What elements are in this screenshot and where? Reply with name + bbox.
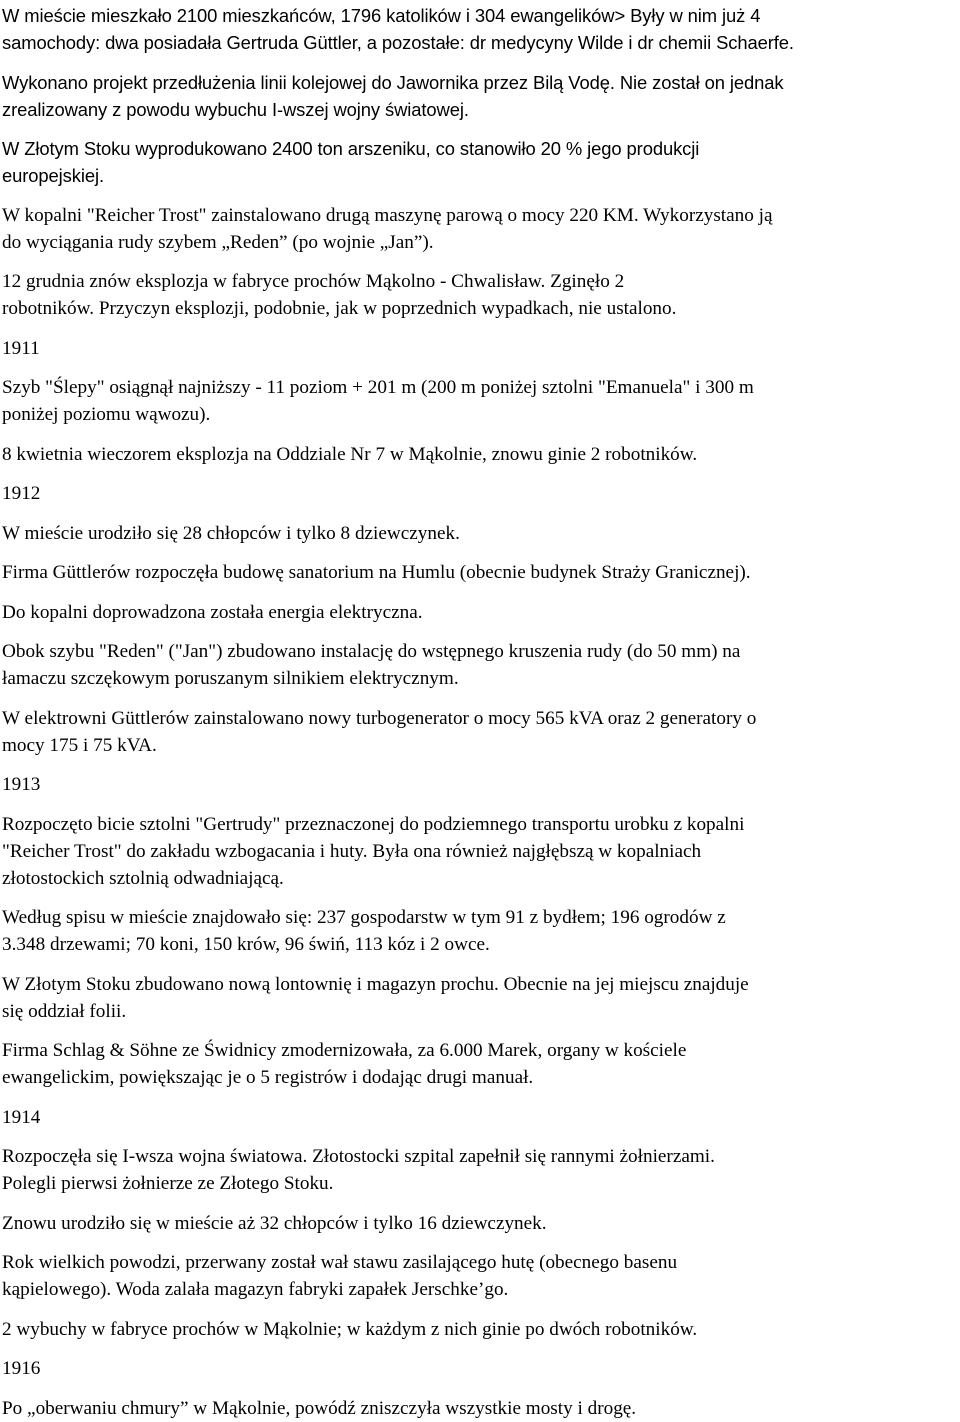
- paragraph: Firma Güttlerów rozpoczęła budowę sanatorium na Humlu (obecnie budynek Straży Granicznej).: [2, 562, 751, 583]
- paragraph: W kopalni "Reicher Trost" zainstalowano drugą maszynę parową o mocy 220 KM. Wykorzystano ją do wyciągania rudy szybem „Reden” (po wojnie „Jan”).: [2, 204, 773, 253]
- paragraph: Rozpoczęła się I-wsza wojna światowa. Złotostocki szpital zapełnił się rannymi żołnierzami. Polegli pierwsi żołnierze ze Złotego Stoku.: [2, 1146, 715, 1194]
- paragraph: Rozpoczęto bicie sztolni "Gertrudy" przeznaczonej do podziemnego transportu urobku z kopalni "Reicher Trost" do zakładu wzbogacania i huty. Była ona również najgłębszą w kopalniach złotostockich sztolnią odwadniającą.: [2, 813, 745, 889]
- paragraph: Wykonano projekt przedłużenia linii kolejowej do Jawornika przez Bilą Vodę. Nie został on jednak zrealizowany z powodu wybuchu I-wszej wojny światowej.: [2, 71, 784, 120]
- paragraph: W Złotym Stoku wyprodukowano 2400 ton arszeniku, co stanowiło 20 % jego produkcji europejskiej.: [2, 138, 700, 186]
- paragraph: Obok szybu "Reden" ("Jan") zbudowano instalację do wstępnego kruszenia rudy (do 50 mm) na łamaczu szczękowym poruszanym silnikiem elektrycznym.: [2, 641, 741, 689]
- paragraph: 8 kwietnia wieczorem eksplozja na Oddziale Nr 7 w Mąkolnie, znowu ginie 2 robotników.: [2, 443, 698, 465]
- paragraph: Szyb "Ślepy" osiągnął najniższy - 11 poziom + 201 m (200 m poniżej sztolni "Emanuela" i 300 m poniżej poziomu wąwozu).: [2, 377, 754, 425]
- paragraph: Rok wielkich powodzi, przerwany został wał stawu zasilającego hutę (obecnego basenu kąpielowego). Woda zalała magazyn fabryki zapałek Jerschke’go.: [2, 1252, 678, 1300]
- year-heading: 1911: [2, 337, 40, 359]
- paragraph: W mieście mieszkało 2100 mieszkańców, 1796 katolików i 304 ewangelików> Były w nim już 4 samochody: dwa posiadała Gertruda Güttler, a pozostałe: dr medycyny Wilde i dr chemii Schaerfe.: [2, 5, 794, 53]
- year-heading: 1914: [2, 1106, 41, 1128]
- year-heading: 1913: [2, 774, 41, 795]
- paragraph: Znowu urodziło się w mieście aż 32 chłopców i tylko 16 dziewczynek.: [2, 1212, 547, 1234]
- paragraph: W Złotym Stoku zbudowano nową lontownię i magazyn prochu. Obecnie na jej miejscu znajduje się oddział folii.: [2, 973, 749, 1022]
- paragraph: Po „oberwaniu chmury” w Mąkolnie, powódź zniszczyła wszystkie mosty i drogę.: [2, 1397, 637, 1419]
- paragraph: W mieście urodziło się 28 chłopców i tylko 8 dziewczynek.: [2, 522, 460, 544]
- paragraph: W elektrowni Güttlerów zainstalowano nowy turbogenerator o mocy 565 kVA oraz 2 generatory o mocy 175 i 75 kVA.: [2, 707, 757, 756]
- document-page: [0, 2, 960, 1420]
- paragraph: 2 wybuchy w fabryce prochów w Mąkolnie; w każdym z nich ginie po dwóch robotników.: [2, 1318, 698, 1340]
- year-heading: 1916: [2, 1358, 41, 1379]
- year-heading: 1912: [2, 483, 41, 504]
- paragraph: Według spisu w mieście znajdowało się: 237 gospodarstw w tym 91 z bydłem; 196 ogrodów z 3.348 drzewami; 70 koni, 150 krów, 96 świń, 113 kóz i 2 owce.: [2, 907, 726, 955]
- paragraph: 12 grudnia znów eksplozja w fabryce prochów Mąkolno - Chwalisław. Zginęło 2 robotników. Przyczyn eksplozji, podobnie, jak w poprzednich wypadkach, nie ustalono.: [2, 271, 677, 319]
- paragraph: Firma Schlag & Söhne ze Świdnicy zmodernizowała, za 6.000 Marek, organy w kościele ewangelickim, powiększając je o 5 registrów i dodając drugi manuał.: [2, 1040, 687, 1088]
- paragraph: Do kopalni doprowadzona została energia elektryczna.: [2, 601, 423, 623]
